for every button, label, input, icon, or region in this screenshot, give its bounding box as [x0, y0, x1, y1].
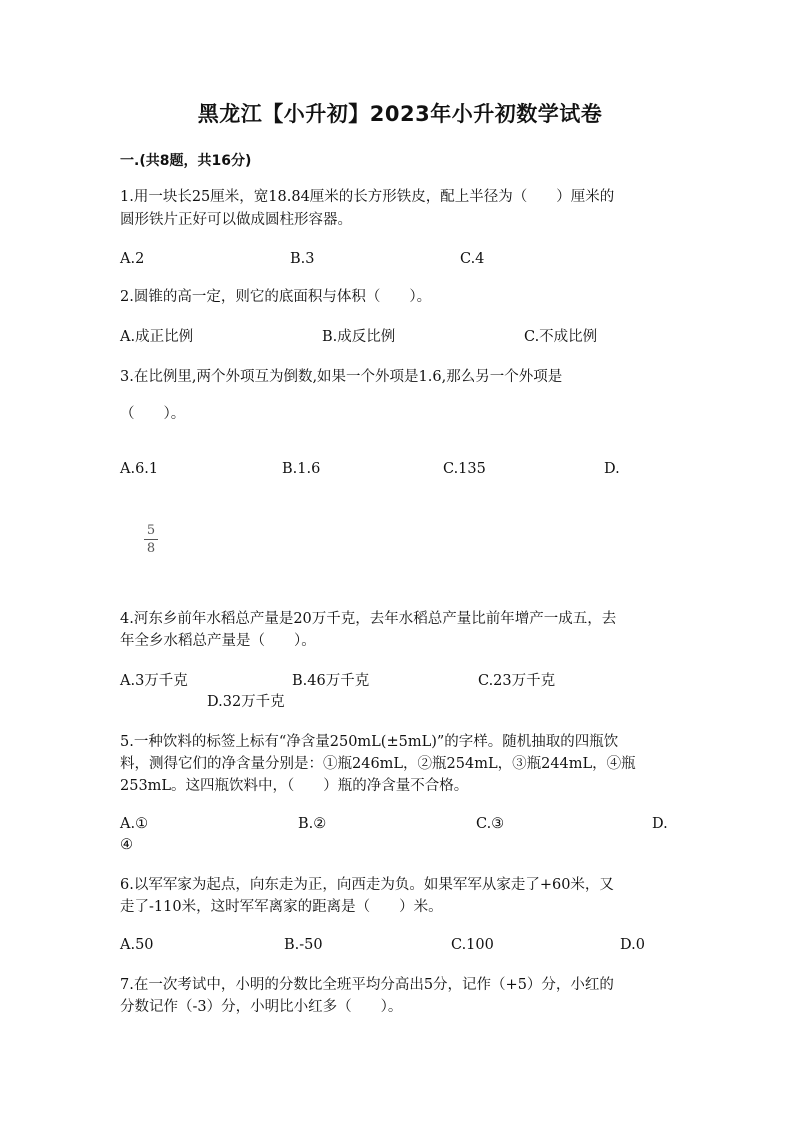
question-6-line-2: 走了-110米，这时军军离家的距离是（ ）米。: [120, 899, 443, 915]
question-3-option-c[interactable]: C.135: [443, 461, 486, 477]
fraction-bar: [144, 539, 158, 540]
question-1-line-1: 1.用一块长25厘米，宽18.84厘米的长方形铁皮，配上半径为（ ）厘米的: [120, 189, 615, 205]
question-2-option-b[interactable]: B.成反比例: [322, 329, 396, 345]
question-7-line-2: 分数记作（-3）分，小明比小红多（ ）。: [120, 999, 403, 1015]
question-3-option-b[interactable]: B.1.6: [282, 461, 321, 477]
question-4-line-1: 4.河东乡前年水稻总产量是20万千克，去年水稻总产量比前年增产一成五，去: [120, 611, 617, 627]
question-3-option-d[interactable]: D.: [604, 461, 620, 477]
question-3-option-d-fraction: [144, 524, 158, 555]
question-5-option-a[interactable]: A.①: [120, 816, 149, 832]
question-3-line-1: 3.在比例里,两个外项互为倒数,如果一个外项是1.6,那么另一个外项是: [120, 369, 563, 385]
fraction-denominator: 8: [146, 541, 156, 556]
question-5-option-d-value[interactable]: ④: [120, 837, 133, 853]
question-3-option-a[interactable]: A.6.1: [120, 461, 159, 477]
question-6-option-b[interactable]: B.-50: [284, 937, 323, 953]
question-5-line-2: 料，测得它们的净含量分别是：①瓶246mL，②瓶254mL，③瓶244mL，④瓶: [120, 756, 636, 772]
question-5-option-d[interactable]: D.: [652, 816, 668, 832]
question-1-line-2: 圆形铁片正好可以做成圆柱形容器。: [120, 212, 352, 228]
question-6-option-c[interactable]: C.100: [451, 937, 494, 953]
question-4-option-a[interactable]: A.3万千克: [120, 673, 188, 689]
question-5-option-b[interactable]: B.②: [298, 816, 327, 832]
question-2-line-1: 2.圆锥的高一定，则它的底面积与体积（ ）。: [120, 289, 432, 305]
section-heading: 一.(共8题，共16分): [120, 153, 252, 169]
question-6-option-d[interactable]: D.0: [620, 937, 645, 953]
question-2-option-c[interactable]: C.不成比例: [524, 329, 598, 345]
question-7-line-1: 7.在一次考试中，小明的分数比全班平均分高出5分，记作（+5）分，小红的: [120, 977, 614, 993]
question-5-line-1: 5.一种饮料的标签上标有“净含量250mL(±5mL)”的字样。随机抽取的四瓶饮: [120, 734, 619, 750]
question-4-line-2: 年全乡水稻总产量是（ ）。: [120, 633, 316, 649]
question-5-option-c[interactable]: C.③: [476, 816, 505, 832]
question-4-option-d[interactable]: D.32万千克: [207, 694, 285, 710]
question-1-option-b[interactable]: B.3: [290, 251, 315, 267]
question-4-option-b[interactable]: B.46万千克: [292, 673, 370, 689]
fraction-numerator: 5: [146, 523, 156, 538]
question-4-option-c[interactable]: C.23万千克: [478, 673, 556, 689]
page-title: 黑龙江【小升初】2023年小升初数学试卷: [197, 102, 603, 126]
question-5-line-3: 253mL。这四瓶饮料中，（ ）瓶的净含量不合格。: [120, 778, 469, 794]
question-2-option-a[interactable]: A.成正比例: [120, 329, 194, 345]
question-1-option-c[interactable]: C.4: [460, 251, 485, 267]
question-6-line-1: 6.以军军家为起点，向东走为正，向西走为负。如果军军从家走了+60米，又: [120, 877, 614, 893]
question-1-option-a[interactable]: A.2: [120, 251, 145, 267]
question-3-line-2: （ ）。: [120, 406, 186, 422]
question-6-option-a[interactable]: A.50: [120, 937, 154, 953]
